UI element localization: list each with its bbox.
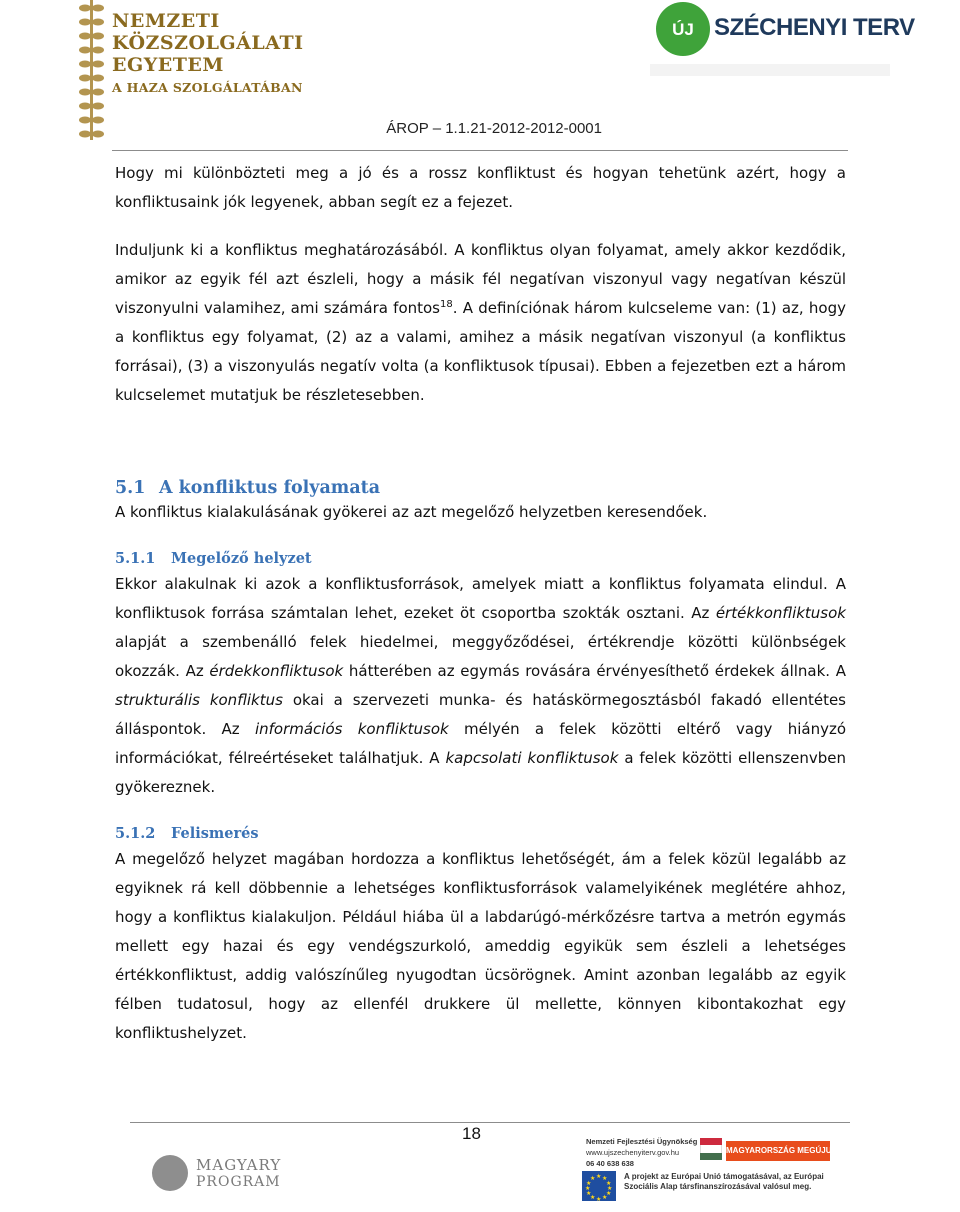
section-5-1-text: A konfliktus kialakulásának gyökerei az azt megelőző helyzetben keresendőek. [115, 503, 708, 521]
hungarian-flag-icon [700, 1138, 722, 1160]
section-5-1-1-text: Ekkor alakulnak ki azok a konfliktusforrások, amelyek miatt a konfliktus folyamata elindul. A konfliktusok forrása számtalan lehet, ezeket öt csoportba szokták osztani. Az értékkonfliktusok alapját a szembenálló felek hiedelmei, meggyőződései, értékrendje közötti különbségek okozzák. Az érdekkonfliktusok hátterében az egymás rovására érvényesíthető érdekek állnak. A strukturális konfliktus okai a szervezeti munka- és hatáskörmegosztásból fakadó ellentétes álláspontok. Az információs konfliktusok mélyén a felek közötti eltérő vagy hiányzó információkat, félreértéseket találhatjuk. A kapcsolati konfliktusok a felek közötti ellenszenvben gyökereznek. [115, 575, 846, 796]
section-5-1-2-text: A megelőző helyzet magában hordozza a konfliktus lehetőségét, ám a felek közül legalább az egyiknek rá kell döbbennie a lehetséges konfliktusforrások valamelyikének meglétére ahhoz, hogy a konfliktus kialakuljon. Például hiába ül a labdarúgó-mérkőzésre tartva a metrón egymás mellett egy hazai és egy vendégszurkoló, ameddig egyikük sem észleli a lehetséges értékkonfliktust, addig valószínűleg nyugodtan ücsörögnek. Amint azonban legalább az egyik félben tudatosul, hogy az ellenfél drukkere ül mellette, könnyen kibontakozhat egy konfliktushelyzet. [115, 850, 846, 1042]
szechenyi-underbar [650, 64, 890, 76]
magyary-program-logo: MAGYARY PROGRAM [150, 1153, 290, 1195]
nfu-contact: Nemzeti Fejlesztési Ügynökség www.ujszechenyiterv.gov.hu 06 40 638 638 [586, 1137, 698, 1168]
szechenyi-terv-logo [650, 0, 915, 80]
szechenyi-badge-label: ÚJ [672, 20, 694, 39]
magyarorszag-megujul-badge: MAGYARORSZÁG MEGÚJUL [726, 1141, 830, 1161]
eu-flag-icon: ★ ★ ★ ★ ★ ★ ★ ★ ★ ★ ★ ★ [582, 1171, 616, 1201]
page-number: 18 [462, 1124, 481, 1143]
heading-5-1: 5.1 A konfliktus folyamata [115, 478, 381, 498]
footer-divider [130, 1122, 850, 1123]
leaf-ornament-icon [78, 0, 106, 140]
intro-paragraph-2: Induljunk ki a konfliktus meghatározásából. A konfliktus olyan folyamat, amely akkor kezdődik, amikor az egyik fél azt észleli, hogy a másik fél negatívan viszonyul vagy negatívan készül viszonyulni valamihez, ami számára fontos$^{18}$. A definíciónak három kulcseleme van: (1) az, hogy a konfliktus egy folyamat, (2) az a valami, amihez a másik negatívan viszonyul (a konfliktus forrásai), (3) a viszonyulás negatív volta (a konfliktusok típusai). Ebben a fejezetben ezt a három kulcselemet mutatjuk be részletesebben. [115, 241, 846, 404]
university-logo [78, 0, 338, 140]
university-motto: A HAZA SZOLGÁLATÁBAN [112, 80, 303, 95]
szechenyi-name: SZÉCHENYI TERV [714, 14, 915, 41]
magyary-emblem-icon [152, 1155, 188, 1191]
header-divider [112, 150, 848, 151]
heading-5-1-1: 5.1.1 Megelőző helyzet [115, 550, 312, 567]
footnote-ref[interactable]: 18 [440, 299, 453, 310]
university-name: NEMZETI KÖZSZOLGÁLATI EGYETEM [112, 10, 304, 76]
nfu-website-link[interactable]: www.ujszechenyiterv.gov.hu [586, 1148, 680, 1157]
intro-paragraph-1: Hogy mi különbözteti meg a jó és a rossz konfliktust és hogyan tehetünk azért, hogy a konfliktusaink jók legyenek, abban segít ez a fejezet. [115, 164, 846, 211]
heading-5-1-2: 5.1.2 Felismerés [115, 825, 259, 842]
eu-funding-statement: A projekt az Európai Unió támogatásával, az Európai Szociális Alap társfinanszírozásával valósul meg. [624, 1172, 824, 1191]
project-code: ÁROP – 1.1.21-2012-2012-0001 [386, 120, 602, 137]
